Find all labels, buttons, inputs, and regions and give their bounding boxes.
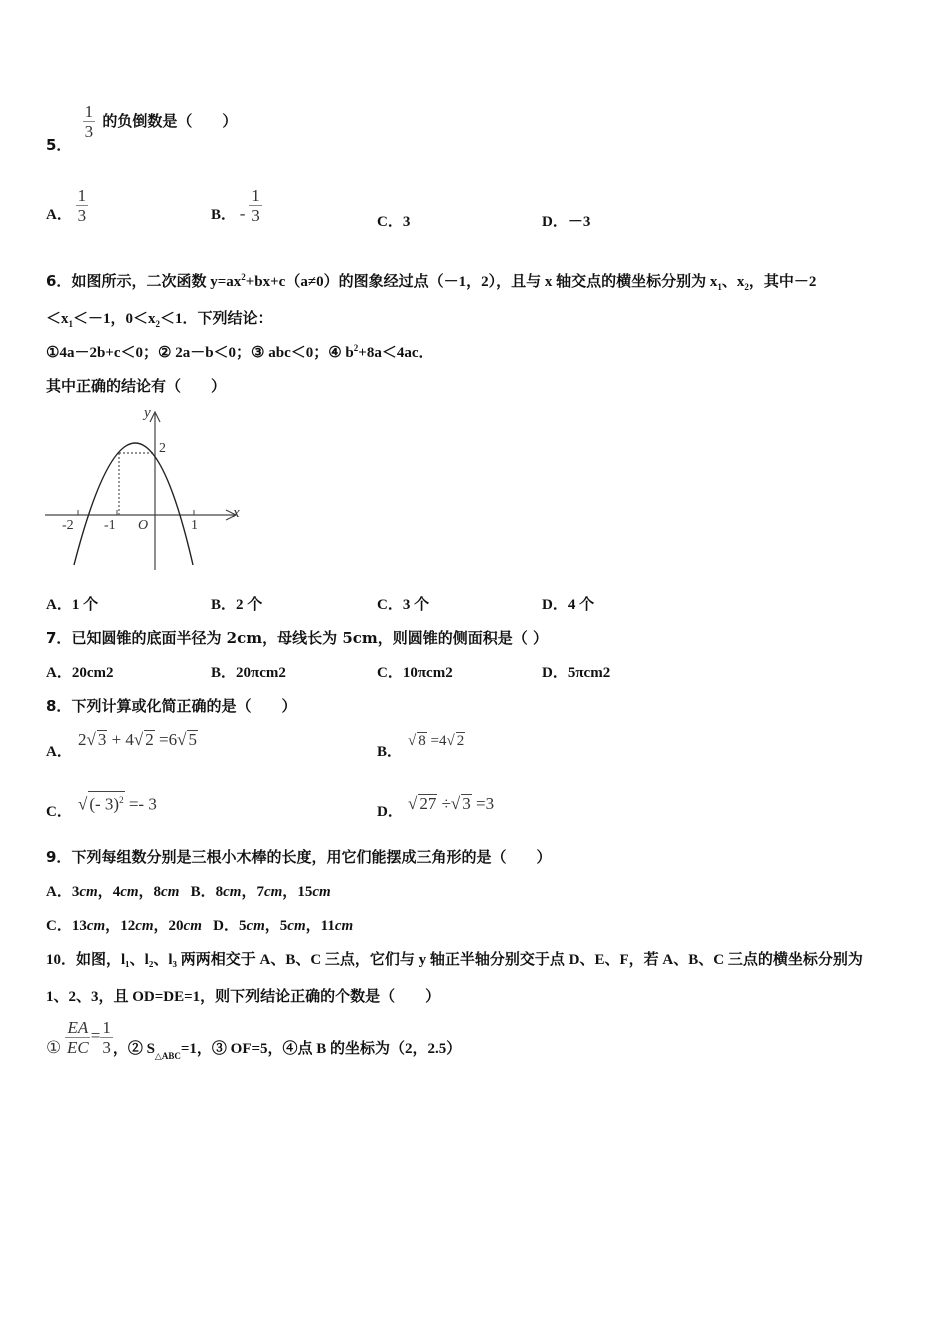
- q9-options-row-2: [46, 914, 353, 935]
- unit: cm: [246, 918, 265, 934]
- q9-options-row-1: [46, 880, 331, 901]
- unit: cm: [79, 884, 98, 900]
- fraction: [249, 186, 262, 225]
- y-axis-label: y: [144, 405, 151, 421]
- q9-option-d[interactable]: D．5cm，5cm，11cm: [213, 918, 354, 934]
- question-6-conclusions: [46, 341, 434, 362]
- question-6-prompt: 其中正确的结论有（ ）: [46, 379, 227, 395]
- q8-option-a[interactable]: [46, 740, 72, 761]
- q5-option-d[interactable]: [542, 210, 590, 231]
- text: +8a＜4ac．: [358, 345, 434, 361]
- unit: cm: [287, 918, 306, 934]
- question-10-line-2: 1、2、3，且 OD=DE=1，则下列结论正确的个数是（ ）: [46, 989, 441, 1005]
- question-number: 6．: [46, 272, 72, 290]
- value: 3: [71, 884, 80, 900]
- denominator: EC: [67, 1038, 89, 1057]
- value: 15: [297, 884, 313, 900]
- value: 20: [168, 918, 184, 934]
- q6-option-a[interactable]: [46, 593, 98, 614]
- option-label: B．: [211, 206, 237, 223]
- q5-option-a[interactable]: [46, 186, 88, 225]
- text: 如图所示，二次函数 y=ax: [71, 274, 242, 290]
- question-6-line-1: [46, 270, 816, 292]
- option-label: B．: [377, 744, 403, 760]
- x-tick-label: -2: [62, 518, 74, 533]
- q6-option-b[interactable]: [211, 593, 262, 614]
- option-label: A．: [46, 665, 72, 681]
- value: 12: [120, 918, 136, 934]
- unit: cm: [223, 884, 242, 900]
- value: 7: [256, 884, 264, 900]
- option-text: －3: [567, 214, 591, 230]
- fraction-ea-ec: [65, 1018, 91, 1057]
- text: +bx+c（a≠0）的图象经过点（－1，2），且与 x 轴交点的横坐标分别为 x: [245, 274, 718, 290]
- option-label: D．: [377, 804, 403, 820]
- text: ，其中－2: [748, 274, 817, 290]
- option-label: B．: [190, 884, 216, 900]
- denominator: 3: [251, 206, 260, 225]
- subscript: 2: [155, 319, 161, 329]
- unit: cm: [161, 884, 180, 900]
- option-text: 1 个: [71, 597, 99, 613]
- subscript: 2: [744, 282, 749, 292]
- q8-option-a-expr: 2√ 3 + 4√ 2 =6√ 5: [78, 730, 197, 749]
- option-label: A．: [46, 206, 72, 223]
- option-label: D．: [542, 665, 568, 681]
- option-label: D．: [542, 214, 568, 230]
- question-number: 10．: [46, 952, 77, 968]
- option-text: 3: [402, 214, 411, 230]
- parabola-graph: [40, 405, 250, 575]
- option-label: B．: [211, 665, 237, 681]
- q9-option-c[interactable]: C．13cm，12cm，20cm: [46, 918, 202, 934]
- option-label: C．: [377, 665, 403, 681]
- question-stem: 下列每组数分别是三根小木棒的长度，用它们能摆成三角形的是（ ）: [71, 848, 552, 866]
- option-label: C．: [377, 597, 403, 613]
- q7-option-d[interactable]: [542, 661, 610, 682]
- option-text: 20cm2: [71, 665, 114, 681]
- option-label: B．: [211, 597, 237, 613]
- question-7: [46, 627, 548, 648]
- q6-option-c[interactable]: [377, 593, 429, 614]
- option-text: 3 个: [402, 597, 430, 613]
- question-5: [46, 102, 238, 154]
- q6-option-d[interactable]: [542, 593, 594, 614]
- subscript: 1: [68, 319, 74, 329]
- unit: cm: [183, 918, 202, 934]
- numerator: 1: [84, 102, 94, 121]
- equals-sign: =: [90, 1025, 101, 1045]
- unit: cm: [120, 884, 139, 900]
- value: 4: [112, 884, 121, 900]
- option-text: 4 个: [567, 597, 595, 613]
- circled-1: ①: [46, 1037, 62, 1057]
- option-label: D．: [542, 597, 568, 613]
- superscript: 2: [353, 343, 359, 353]
- unit: cm: [312, 884, 331, 900]
- question-6-line-2: [46, 307, 273, 329]
- fraction-one-third: [100, 1018, 113, 1057]
- value: 11: [320, 918, 335, 934]
- q8-option-c-expr: √ (- 3)$^2$ =- 3: [78, 791, 157, 815]
- option-label: C．: [377, 214, 403, 230]
- q8-option-d[interactable]: [377, 800, 403, 821]
- question-number: 5．: [46, 136, 72, 154]
- q8-option-b[interactable]: [377, 740, 402, 761]
- denominator: 3: [102, 1038, 111, 1057]
- numerator: 1: [251, 186, 260, 205]
- option-label: A．: [46, 744, 72, 760]
- option-label: C．: [46, 918, 72, 934]
- option-text: 10πcm2: [402, 665, 453, 681]
- option-text: 2 个: [236, 597, 263, 613]
- question-10-conclusions: [46, 1018, 462, 1061]
- question-number: 9．: [46, 848, 72, 866]
- q9-option-a[interactable]: A．3cm，4cm，8cm: [46, 884, 180, 900]
- question-stem: 已知圆锥的底面半径为 2cm，母线长为 5cm，则圆锥的侧面积是（ ）: [71, 629, 548, 647]
- text: ＜－1，0＜x: [73, 311, 156, 327]
- q7-option-b[interactable]: [211, 661, 286, 682]
- subscript: 1: [717, 282, 722, 292]
- q5-option-b[interactable]: [211, 186, 262, 225]
- y-tick-label: 2: [159, 441, 166, 456]
- numerator: 1: [102, 1018, 111, 1037]
- graph-svg: [40, 405, 250, 575]
- text: ＜1．下列结论：: [160, 311, 273, 327]
- unit: cm: [135, 918, 154, 934]
- denominator: 3: [77, 206, 87, 225]
- question-8: [46, 695, 296, 716]
- option-text: 20πcm2: [236, 665, 286, 681]
- value: 13: [71, 918, 87, 934]
- q5-option-c[interactable]: [377, 210, 410, 231]
- fraction: [76, 186, 89, 225]
- text: ＜x: [46, 311, 69, 327]
- denominator: 3: [84, 122, 94, 141]
- option-label: C．: [46, 804, 72, 820]
- value: 8: [215, 884, 224, 900]
- question-9: [46, 846, 551, 867]
- question-stem: 下列计算或化简正确的是（ ）: [71, 697, 297, 715]
- q8-option-b-expr: √ 8 =4√ 2: [408, 733, 465, 749]
- option-label: A．: [46, 884, 72, 900]
- question-number: 8．: [46, 697, 72, 715]
- value: 5: [279, 918, 288, 934]
- q7-option-c[interactable]: [377, 661, 453, 682]
- option-label: A．: [46, 597, 72, 613]
- q8-option-d-expr: √ 27 ÷√ 3 =3: [408, 794, 495, 813]
- question-stem: 的负倒数是（ ）: [102, 112, 238, 130]
- minus-sign: -: [239, 203, 246, 223]
- question-number: 7．: [46, 629, 72, 647]
- numerator: 1: [77, 186, 87, 205]
- x-tick-label: -1: [104, 518, 116, 533]
- unit: cm: [334, 918, 354, 934]
- value: 5: [238, 918, 247, 934]
- numerator: EA: [67, 1018, 89, 1037]
- text: ①4a－2b+c＜0；② 2a－b＜0；③ abc＜0；④ b: [46, 345, 354, 361]
- origin-label: O: [138, 518, 149, 533]
- option-text: 5πcm2: [567, 665, 611, 681]
- question-stem: 如图，l₁、l₂、l₃ 两两相交于 A、B、C 三点，它们与 y 轴正半轴分别交于点 D、E、F，若 A、B、C 三点的横坐标分别为: [76, 952, 863, 968]
- superscript: 2: [241, 272, 246, 282]
- x-tick-label: 1: [191, 518, 198, 533]
- value: 8: [153, 884, 162, 900]
- question-10-line-1: [46, 948, 863, 969]
- q8-option-c[interactable]: [46, 800, 72, 821]
- unit: cm: [86, 918, 106, 934]
- fraction: [83, 102, 96, 141]
- text: =1，③ OF=5，④点 B 的坐标为（2，2.5）: [180, 1040, 462, 1057]
- text: 、x: [721, 274, 745, 290]
- text: ，② S: [112, 1040, 155, 1057]
- q9-option-b[interactable]: B．8cm，7cm，15cm: [190, 884, 331, 900]
- unit: cm: [263, 884, 283, 900]
- q7-option-a[interactable]: [46, 661, 114, 682]
- option-label: D．: [213, 918, 239, 934]
- x-axis-label: x: [233, 505, 240, 521]
- subscript: △ABC: [154, 1050, 181, 1061]
